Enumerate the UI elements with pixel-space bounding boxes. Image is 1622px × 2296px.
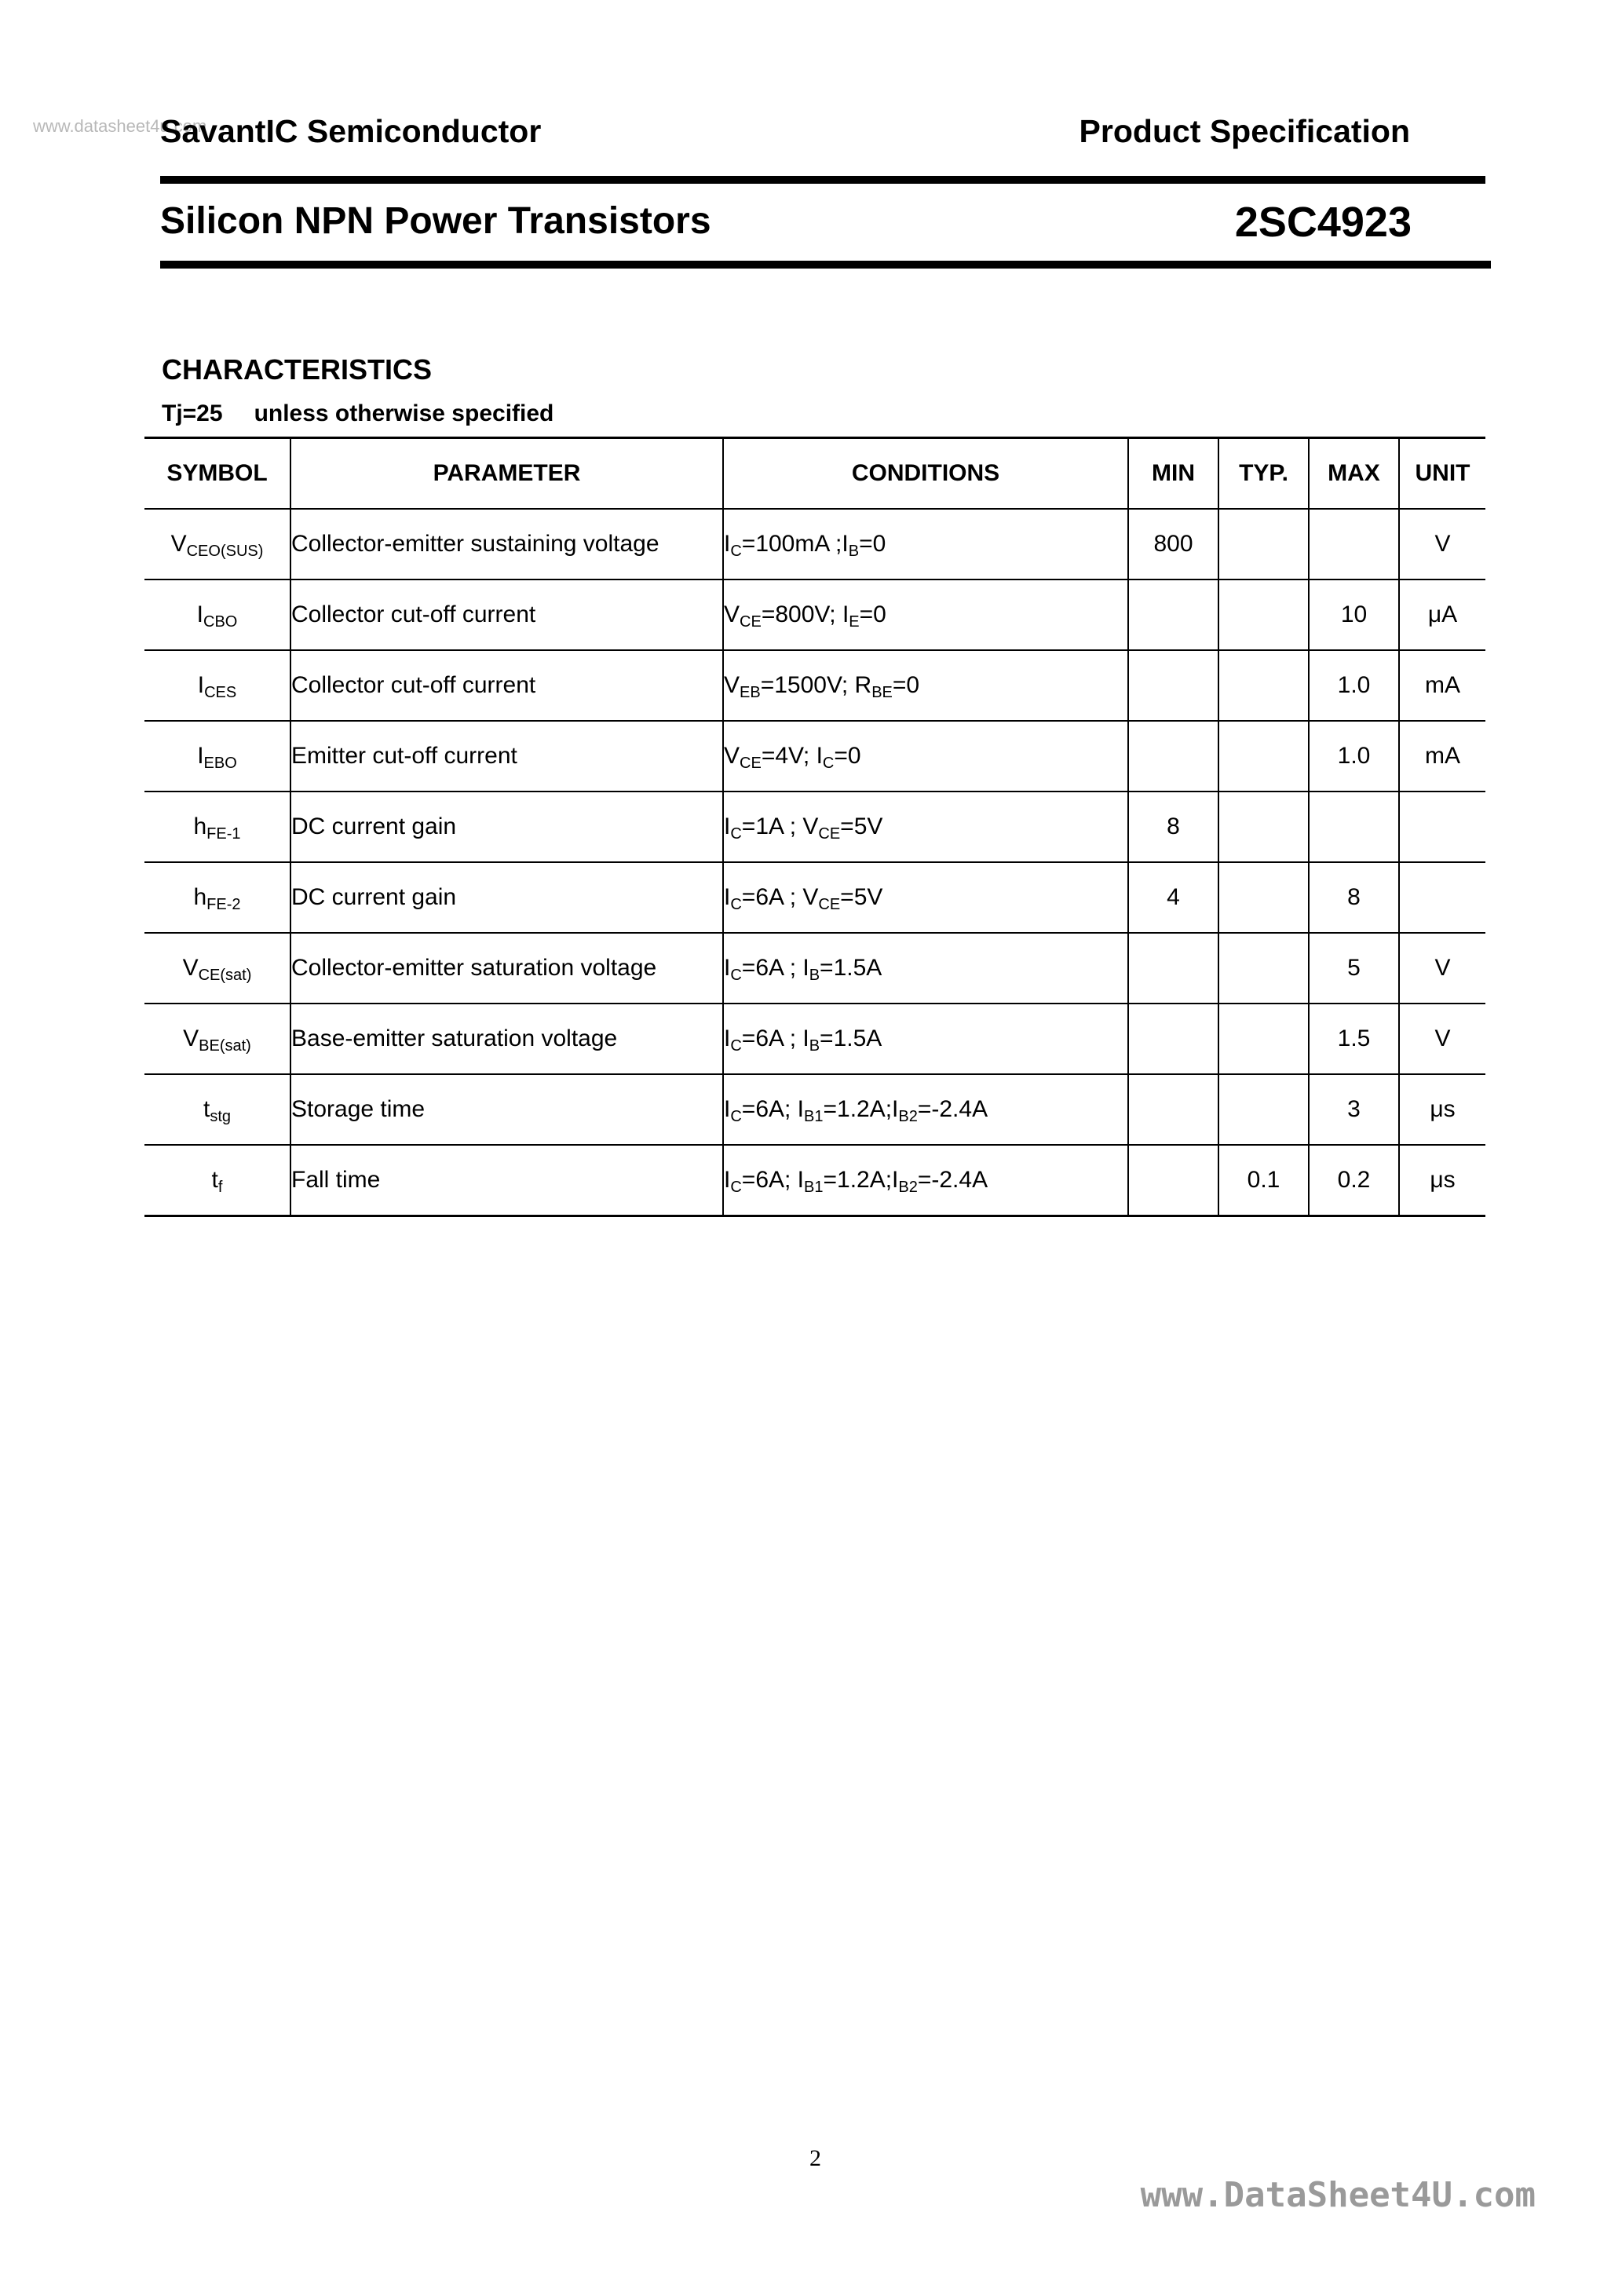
cell-typ: 0.1 — [1218, 1145, 1309, 1216]
symbol-base: I — [197, 743, 204, 769]
cell-min — [1128, 579, 1218, 650]
table-row — [144, 1074, 1485, 1145]
cell-parameter: DC current gain — [290, 862, 723, 933]
cell-conditions — [723, 792, 1128, 862]
condition-subscript: B1 — [804, 1108, 824, 1125]
symbol-subscript: CEO(SUS) — [186, 543, 264, 560]
cell-symbol — [144, 721, 290, 792]
characteristics-table — [144, 437, 1485, 1217]
test-condition-note — [162, 400, 553, 427]
condition-text: =800V; I — [761, 601, 849, 627]
cell-min: 8 — [1128, 792, 1218, 862]
condition-text: =-2.4A — [917, 1096, 988, 1122]
condition-text: I — [724, 955, 731, 981]
condition-text: V — [724, 743, 740, 769]
table-row — [144, 579, 1485, 650]
condition-text: =1A ; V — [741, 813, 819, 839]
condition-text: I — [724, 813, 731, 839]
condition-subscript: BE — [871, 684, 893, 701]
column-header-unit: UNIT — [1399, 438, 1485, 510]
cell-conditions — [723, 1004, 1128, 1074]
cell-min — [1128, 1074, 1218, 1145]
condition-text: =0 — [834, 743, 861, 769]
cell-typ — [1218, 721, 1309, 792]
cell-typ — [1218, 509, 1309, 579]
condition-subscript: B — [809, 1037, 820, 1055]
cell-conditions — [723, 1145, 1128, 1216]
condition-text: =1500V; R — [760, 672, 872, 698]
symbol-base: h — [193, 813, 207, 839]
cell-min — [1128, 650, 1218, 721]
watermark-url-bottom: www.DataSheet4U.com — [1140, 2175, 1536, 2215]
cell-parameter: Base-emitter saturation voltage — [290, 1004, 723, 1074]
symbol-base: t — [203, 1096, 210, 1122]
cell-conditions — [723, 862, 1128, 933]
condition-subscript: CE — [740, 613, 762, 631]
cell-max: 10 — [1309, 579, 1399, 650]
temperature-condition: Tj=25 — [162, 400, 223, 426]
cell-typ — [1218, 862, 1309, 933]
cell-unit — [1399, 862, 1485, 933]
symbol-base: I — [197, 672, 205, 698]
cell-max — [1309, 509, 1399, 579]
cell-min — [1128, 721, 1218, 792]
condition-text: =1.2A;I — [823, 1167, 899, 1193]
symbol-base: h — [193, 884, 207, 910]
condition-subscript: C — [730, 1108, 742, 1125]
column-header-parameter: PARAMETER — [290, 438, 723, 510]
symbol-subscript: stg — [210, 1108, 232, 1125]
condition-subscript: C — [730, 1179, 742, 1196]
condition-subscript: B — [848, 543, 860, 560]
condition-text: =0 — [892, 672, 920, 698]
cell-symbol — [144, 1004, 290, 1074]
symbol-base: V — [170, 531, 187, 557]
cell-min — [1128, 1145, 1218, 1216]
condition-text: =6A ; I — [741, 1026, 809, 1051]
cell-symbol — [144, 650, 290, 721]
condition-text: I — [724, 1026, 731, 1051]
condition-text: V — [724, 601, 740, 627]
condition-text: I — [724, 1167, 731, 1193]
cell-max: 5 — [1309, 933, 1399, 1004]
cell-typ — [1218, 933, 1309, 1004]
condition-text: =6A ; V — [741, 884, 819, 910]
condition-text: =1.5A — [820, 955, 882, 981]
cell-min — [1128, 933, 1218, 1004]
cell-parameter: Storage time — [290, 1074, 723, 1145]
condition-text: =5V — [840, 884, 883, 910]
table-row — [144, 792, 1485, 862]
condition-subscript: C — [730, 1037, 742, 1055]
cell-symbol — [144, 1074, 290, 1145]
condition-text: I — [724, 884, 731, 910]
condition-subscript: C — [730, 896, 742, 913]
condition-subscript: C — [730, 825, 742, 843]
watermark-url-top: www.datasheet4u.com — [33, 116, 207, 136]
cell-parameter: Collector-emitter sustaining voltage — [290, 509, 723, 579]
condition-subscript: CE — [818, 825, 841, 843]
condition-text: I — [724, 531, 731, 557]
condition-text: =1.2A;I — [823, 1096, 899, 1122]
column-header-symbol: SYMBOL — [144, 438, 290, 510]
page-number: 2 — [809, 2145, 821, 2171]
condition-subscript: E — [849, 613, 860, 631]
cell-conditions — [723, 650, 1128, 721]
condition-text: =6A; I — [741, 1096, 805, 1122]
table-row — [144, 1004, 1485, 1074]
table-row — [144, 862, 1485, 933]
condition-subscript: CE — [740, 755, 762, 772]
symbol-base: V — [183, 1026, 199, 1051]
cell-max: 1.0 — [1309, 721, 1399, 792]
cell-unit: μs — [1399, 1145, 1485, 1216]
cell-conditions — [723, 579, 1128, 650]
condition-text: =0 — [859, 531, 886, 557]
cell-symbol — [144, 1145, 290, 1216]
symbol-subscript: f — [217, 1179, 223, 1196]
cell-unit: μs — [1399, 1074, 1485, 1145]
condition-text: =-2.4A — [917, 1167, 988, 1193]
column-header-typ: TYP. — [1218, 438, 1309, 510]
cell-typ — [1218, 1074, 1309, 1145]
symbol-subscript: FE-1 — [206, 825, 241, 843]
cell-unit: V — [1399, 933, 1485, 1004]
cell-max: 3 — [1309, 1074, 1399, 1145]
cell-symbol — [144, 792, 290, 862]
symbol-subscript: CE(sat) — [198, 967, 252, 984]
cell-unit: mA — [1399, 721, 1485, 792]
cell-max — [1309, 792, 1399, 862]
cell-unit: μA — [1399, 579, 1485, 650]
symbol-subscript: FE-2 — [206, 896, 241, 913]
table-row — [144, 509, 1485, 579]
company-name: SavantIC Semiconductor — [160, 113, 542, 149]
symbol-base: I — [196, 601, 203, 627]
symbol-subscript: BE(sat) — [199, 1037, 251, 1055]
condition-text: =6A ; I — [741, 955, 809, 981]
cell-max: 1.0 — [1309, 650, 1399, 721]
condition-subscript: C — [730, 543, 742, 560]
condition-text: =5V — [840, 813, 883, 839]
cell-unit — [1399, 792, 1485, 862]
header-divider-top — [160, 176, 1485, 184]
cell-conditions — [723, 933, 1128, 1004]
symbol-base: V — [182, 955, 199, 981]
table-row — [144, 721, 1485, 792]
condition-text: =100mA ;I — [741, 531, 849, 557]
condition-subscript: B1 — [804, 1179, 824, 1196]
table-row — [144, 933, 1485, 1004]
condition-subscript: B — [809, 967, 820, 984]
symbol-base: t — [211, 1167, 218, 1193]
condition-text: =1.5A — [820, 1026, 882, 1051]
cell-unit: V — [1399, 1004, 1485, 1074]
symbol-subscript: CBO — [203, 613, 238, 631]
cell-symbol — [144, 862, 290, 933]
condition-text: =4V; I — [761, 743, 823, 769]
condition-text: I — [724, 1096, 731, 1122]
condition-text: =6A; I — [741, 1167, 805, 1193]
cell-parameter: Emitter cut-off current — [290, 721, 723, 792]
cell-typ — [1218, 792, 1309, 862]
cell-parameter: Collector cut-off current — [290, 579, 723, 650]
cell-unit: V — [1399, 509, 1485, 579]
table-row — [144, 1145, 1485, 1216]
cell-max: 0.2 — [1309, 1145, 1399, 1216]
cell-parameter: Collector-emitter saturation voltage — [290, 933, 723, 1004]
cell-typ — [1218, 1004, 1309, 1074]
cell-min: 800 — [1128, 509, 1218, 579]
cell-min — [1128, 1004, 1218, 1074]
cell-parameter: Fall time — [290, 1145, 723, 1216]
cell-max: 8 — [1309, 862, 1399, 933]
cell-conditions — [723, 1074, 1128, 1145]
cell-conditions — [723, 509, 1128, 579]
column-header-max: MAX — [1309, 438, 1399, 510]
condition-text: V — [724, 672, 740, 698]
column-header-min: MIN — [1128, 438, 1218, 510]
cell-parameter: DC current gain — [290, 792, 723, 862]
table-row — [144, 650, 1485, 721]
cell-symbol — [144, 509, 290, 579]
header-divider-bottom — [160, 261, 1491, 269]
symbol-subscript: CES — [204, 684, 237, 701]
condition-subscript: C — [730, 967, 742, 984]
cell-typ — [1218, 650, 1309, 721]
condition-subscript: CE — [818, 896, 841, 913]
condition-note-text: unless otherwise specified — [254, 400, 554, 426]
condition-subscript: B2 — [898, 1108, 918, 1125]
cell-symbol — [144, 579, 290, 650]
cell-unit: mA — [1399, 650, 1485, 721]
cell-parameter: Collector cut-off current — [290, 650, 723, 721]
cell-conditions — [723, 721, 1128, 792]
condition-subscript: C — [822, 755, 835, 772]
condition-subscript: EB — [740, 684, 761, 701]
document-type: Product Specification — [1079, 113, 1410, 149]
section-title: CHARACTERISTICS — [162, 353, 433, 386]
symbol-subscript: EBO — [203, 755, 237, 772]
cell-min: 4 — [1128, 862, 1218, 933]
product-family-title: Silicon NPN Power Transistors — [160, 200, 711, 242]
condition-subscript: B2 — [898, 1179, 918, 1196]
cell-max: 1.5 — [1309, 1004, 1399, 1074]
cell-symbol — [144, 933, 290, 1004]
column-header-conditions: CONDITIONS — [723, 438, 1128, 510]
condition-text: =0 — [859, 601, 886, 627]
part-number: 2SC4923 — [1234, 199, 1412, 246]
cell-typ — [1218, 579, 1309, 650]
table-header-row — [144, 438, 1485, 510]
